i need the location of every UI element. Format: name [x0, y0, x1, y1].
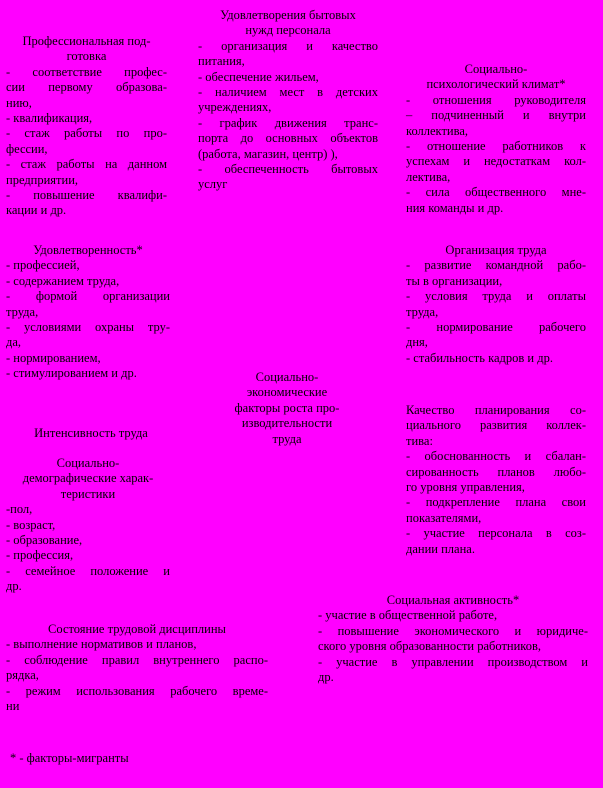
demographic-title-line: теристики [60, 486, 116, 501]
organization-text-line: ты в организации, [406, 273, 503, 288]
qualification-title-line: готовка [66, 49, 107, 64]
center-text-line: труда [272, 431, 302, 446]
discipline-text-line: - соблюдение правил внутреннего распо- [6, 652, 268, 667]
climate-text-line: - отношение работников к [406, 139, 586, 154]
demographic-text-line: - профессия, [6, 548, 74, 563]
climate-text-line: - сила общественного мне- [406, 185, 586, 200]
planning-text-line: циального развития коллек- [406, 418, 586, 433]
planning-text-line: тива: [406, 433, 433, 448]
living-title-line: нужд персонала [245, 23, 331, 38]
demographic-title-line: Социально- [56, 456, 120, 470]
climate-title-line: Социально- [464, 62, 528, 76]
social_activity-text-line: др. [318, 670, 334, 685]
satisfaction-text-line: - содержанием труда, [6, 273, 120, 288]
living-title-line: Удовлетворения бытовых [220, 8, 356, 22]
satisfaction-title-line: Удовлетворенность* [33, 243, 143, 257]
living-text-line: - наличием мест в детских [198, 85, 378, 100]
satisfaction-text-line: труда, [6, 304, 39, 319]
planning-text-line: го уровня управления, [406, 480, 525, 495]
center-text-line: изводительности [241, 416, 333, 431]
qualification-text-line: - квалификация, [6, 111, 93, 126]
organization-title-line: Организация труда [445, 243, 547, 257]
qualification-text-line: предприятии, [6, 172, 79, 187]
satisfaction-text-line: - стимулированием и др. [6, 366, 137, 381]
psychological-climate-block [406, 62, 586, 216]
planning-text-line: Качество планирования со- [406, 403, 586, 417]
center-text-line: факторы роста про- [234, 400, 340, 415]
climate-text-line: лектива, [406, 169, 451, 184]
demographic-block [6, 456, 170, 595]
climate-text-line: - отношения руководителя [406, 92, 586, 107]
climate-title-line: психологический климат* [426, 77, 566, 92]
living-text-line: - организация и качество [198, 38, 378, 53]
living-text-line: порта до основных объектов [198, 131, 378, 146]
planning-text-line: - подкрепление плана свои [406, 495, 586, 510]
organization-text-line: - условия труда и оплаты [406, 289, 586, 304]
planning-text-line: дании плана. [406, 541, 475, 556]
demographic-text-line: - возраст, [6, 517, 56, 532]
qualification-text-line: нию, [6, 95, 32, 110]
qualification-text-line: фессии, [6, 141, 48, 156]
demographic-text-line: - образование, [6, 533, 83, 548]
satisfaction-text-line: - профессией, [6, 258, 80, 273]
planning-text-line: показателями, [406, 510, 482, 525]
living-needs-block [198, 8, 378, 193]
labor-organization-block [406, 243, 586, 366]
living-text-line: - обеспеченность бытовых [198, 162, 378, 177]
satisfaction-text-line: - формой организации [6, 289, 170, 304]
social-activity-block [318, 593, 588, 685]
satisfaction-text-line: да, [6, 335, 22, 350]
discipline-text-line: - выполнение нормативов и планов, [6, 637, 197, 652]
living-text-line: - обеспечение жильем, [198, 69, 319, 84]
planning-quality-block [406, 403, 586, 557]
qualification-text-line: кации и др. [6, 203, 67, 218]
center-text-line: экономические [246, 385, 328, 400]
satisfaction-block [6, 243, 170, 382]
discipline-text-line: ни [6, 699, 20, 714]
discipline-text-line: - режим использования рабочего време- [6, 683, 268, 698]
discipline-title-line: Состояние трудовой дисциплины [48, 622, 226, 636]
qualification-title-line: Профессиональная под- [22, 34, 151, 48]
organization-text-line: - стабильность кадров и др. [406, 350, 553, 365]
demographic-text-line: -пол, [6, 502, 33, 517]
satisfaction-text-line: - условиями охраны тру- [6, 320, 170, 335]
organization-text-line: - нормирование рабочего [406, 320, 586, 335]
qualification-text-line: сии первому образова- [6, 80, 167, 95]
planning-text-line: - участие персонала в соз- [406, 526, 586, 541]
living-text-line: (работа, магазин, центр) ), [198, 146, 338, 161]
living-text-line: - график движения транс- [198, 115, 378, 130]
labor-discipline-block [6, 622, 268, 714]
social_activity-text-line: - участие в общественной работе, [318, 608, 498, 623]
social_activity-title-line: Социальная активность* [386, 593, 520, 607]
social_activity-text-line: - участие в управлении производством и [318, 654, 588, 669]
living-text-line: учреждениях, [198, 100, 272, 115]
demographic-title-line: демографические харак- [22, 471, 154, 486]
living-text-line: услуг [198, 177, 228, 192]
satisfaction-text-line: - нормированием, [6, 350, 101, 365]
organization-text-line: - развитие командной рабо- [406, 258, 586, 273]
climate-text-line: ния команды и др. [406, 200, 504, 215]
central-factors-block [212, 370, 362, 447]
planning-text-line: сированность планов любо- [406, 464, 586, 479]
climate-text-line: – подчиненный и внутри [406, 108, 586, 123]
demographic-text-line: др. [6, 579, 22, 594]
climate-text-line: успехам и недостаткам кол- [406, 154, 586, 169]
organization-text-line: труда, [406, 304, 439, 319]
labor-intensity-block [20, 426, 162, 441]
qualification-block [6, 34, 167, 219]
climate-text-line: коллектива, [406, 123, 469, 138]
demographic-text-line: - семейное положение и [6, 563, 170, 578]
qualification-text-line: - повышение квалифи- [6, 188, 167, 203]
social_activity-text-line: - повышение экономического и юридиче- [318, 623, 588, 638]
discipline-text-line: рядка, [6, 668, 39, 683]
social_activity-text-line: ского уровня образованности работников, [318, 639, 542, 654]
footnote: * - факторы-мигранты [10, 751, 129, 765]
living-text-line: питания, [198, 54, 245, 69]
organization-text-line: дня, [406, 335, 428, 350]
qualification-text-line: - стаж работы на данном [6, 157, 167, 172]
planning-text-line: - обоснованность и сбалан- [406, 449, 586, 464]
center-text-line: Социально- [255, 370, 319, 384]
qualification-text-line: - стаж работы по про- [6, 126, 167, 141]
qualification-text-line: - соответствие профес- [6, 64, 167, 79]
labor-intensity-title: Интенсивность труда [34, 426, 148, 440]
